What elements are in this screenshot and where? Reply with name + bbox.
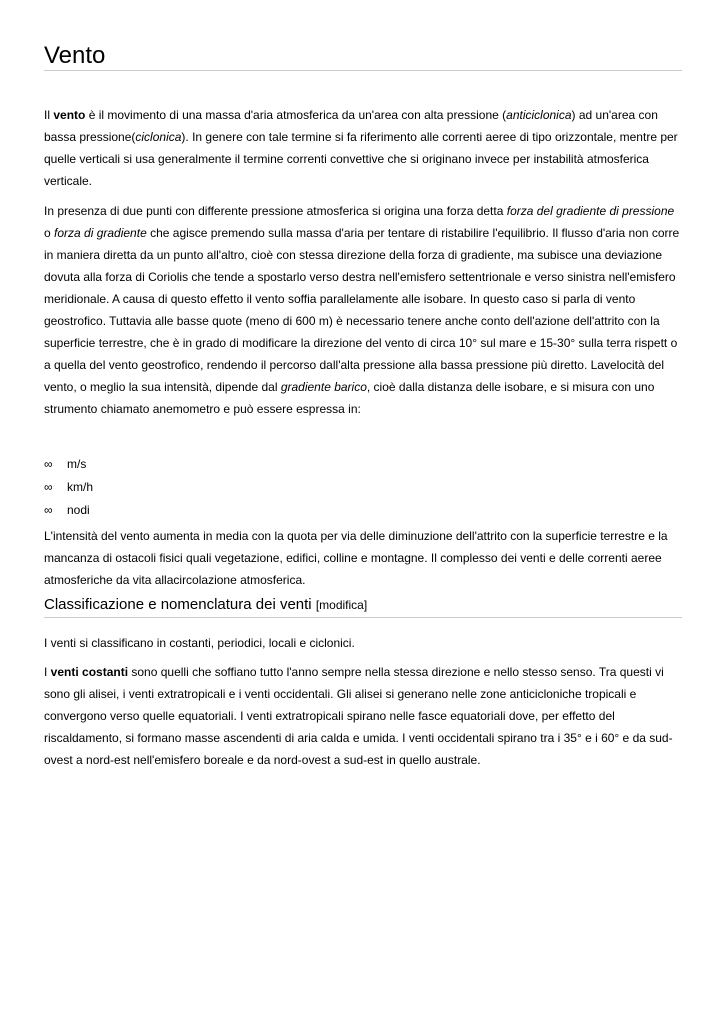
- italic-term: forza di gradiente: [54, 226, 147, 240]
- paragraph-altitude: L'intensità del vento aumenta in media con la quota per via delle diminuzione dell'attrito con la superficie terrestre e la mancanza di ostacoli fisici quali vegetazione, edifici, colline e montagne. Il complesso dei venti e delle correnti aeree atmosferiche da vita allacircolazione atmosferica.: [44, 529, 668, 587]
- bold-term: venti costanti: [50, 665, 129, 679]
- italic-term: anticiclonica: [506, 108, 572, 122]
- unit-label: km/h: [67, 480, 94, 494]
- list-item: [44, 453, 682, 476]
- unit-label: m/s: [67, 457, 87, 471]
- bold-term: vento: [53, 108, 86, 122]
- units-list: [44, 453, 682, 522]
- italic-term: gradiente barico: [280, 380, 367, 394]
- article-body: [44, 104, 682, 771]
- italic-term: ciclonica: [135, 130, 182, 144]
- page-title: Vento: [44, 0, 682, 71]
- infinity-bullet-icon: ∞: [44, 503, 53, 517]
- unit-label: nodi: [67, 503, 90, 517]
- paragraph-classification: I venti si classificano in costanti, periodici, locali e ciclonici.: [44, 636, 355, 650]
- paragraph-definition: Il vento è il movimento di una massa d'aria atmosferica da un'area con alta pressione (anticiclonica) ad un'area con bassa pressione(ciclonica). In genere con tale termine si fa riferimento alle correnti aeree di tipo orizzontale, mentre per quelle verticali si usa generalmente il termine correnti convettive che si originano invece per instabilità atmosferica verticale.: [44, 108, 678, 188]
- list-item: [44, 499, 682, 522]
- paragraph-pressure-gradient: In presenza di due punti con differente pressione atmosferica si origina una forza detta forza del gradiente di pressione o forza di gradiente che agisce premendo sulla massa d'aria per tentare di ristabilire l'equilibrio. Il flusso d'aria non corre in maniera diretta da un punto all'altro, cioè con stessa direzione della forza di gradiente, ma subisce una deviazione dovuta alla forza di Coriolis che tende a spostarlo verso destra nell'emisfero settentrionale e verso sinistra nell'emisfero meridionale. A causa di questo effetto il vento soffia parallelamente alle isobare. In questo caso si parla di vento geostrofico. Tuttavia alle basse quote (meno di 600 m) è necessario tenere anche conto dell'azione dell'attrito con la superficie terrestre, che è in grado di modificare la direzione del vento di circa 10° sul mare e 15-30° sulla terra rispett o a quella del vento geostrofico, rendendo il percorso dall'alta pressione alla bassa pressione più diretto. Lavelocità del vento, o meglio la sua intensità, dipende dal gradiente barico, cioè dalla distanza delle isobare, e si misura con uno strumento chiamato anemometro e può essere espressa in:: [44, 204, 680, 416]
- section-heading: [44, 594, 682, 618]
- article: [44, 0, 682, 771]
- list-item: [44, 476, 682, 499]
- italic-term: forza del gradiente di pressione: [506, 204, 675, 218]
- paragraph-constant-winds: I venti costanti sono quelli che soffiano tutto l'anno sempre nella stessa direzione e nello stesso senso. Tra questi vi sono gli alisei, i venti extratropicali e i venti occidentali. Gli alisei si generano nelle zone anticicloniche tropicali e convergono verso quelle equatoriali. I venti extratropicali spirano nelle fasce equatoriali dove, per effetto del riscaldamento, si formano masse ascendenti di aria calda e umida. I venti occidentali spirano tra i 35° e i 60° e da sud-ovest a nord-est nell'emisfero boreale e da nord-ovest a sud-est in quello australe.: [44, 665, 673, 767]
- section-heading-text: Classificazione e nomenclatura dei venti: [44, 596, 312, 613]
- edit-section-link[interactable]: [modifica]: [315, 598, 368, 612]
- infinity-bullet-icon: ∞: [44, 480, 53, 494]
- infinity-bullet-icon: ∞: [44, 457, 53, 471]
